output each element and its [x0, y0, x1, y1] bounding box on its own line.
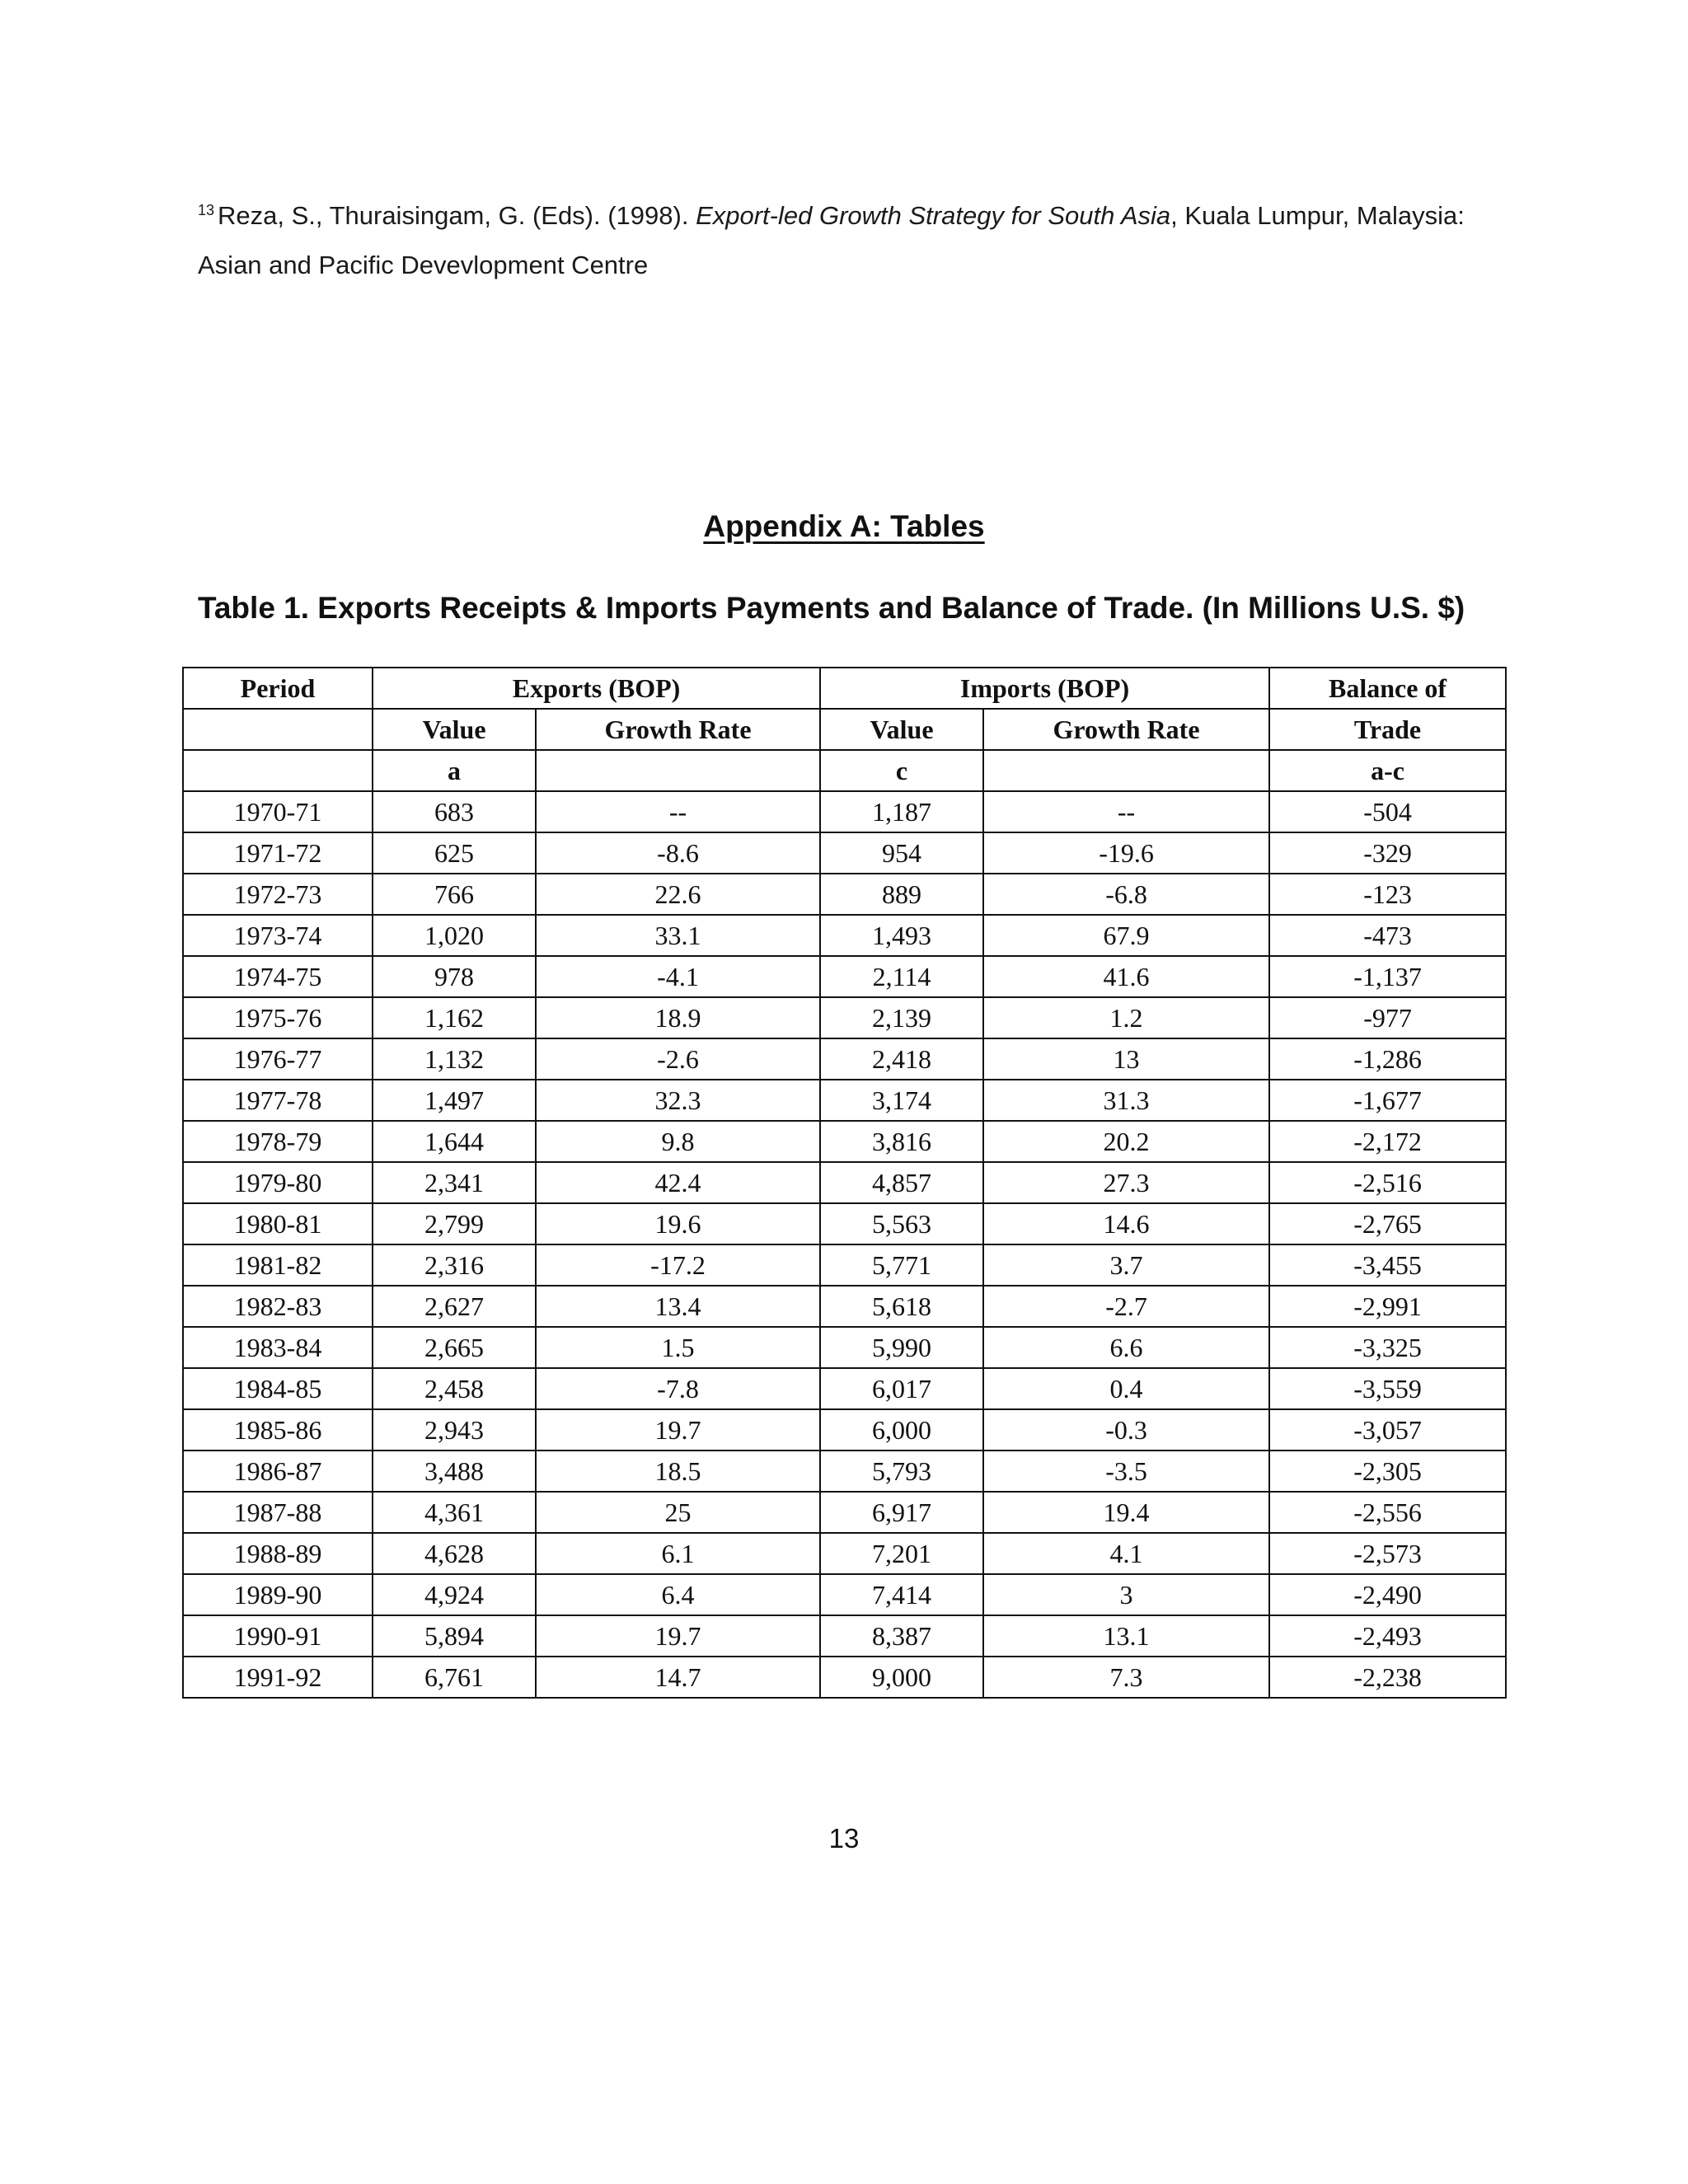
cell-exports-value: 2,799: [373, 1203, 536, 1244]
cell-period: 1973-74: [183, 915, 373, 956]
cell-imports-growth: 67.9: [983, 915, 1269, 956]
cell-exports-value: 2,341: [373, 1162, 536, 1203]
table-row: [183, 1409, 1506, 1451]
cell-period: 1991-92: [183, 1657, 373, 1698]
cell-period: 1975-76: [183, 997, 373, 1038]
cell-exports-growth: -2.6: [536, 1038, 820, 1080]
cell-imports-growth: 41.6: [983, 956, 1269, 997]
cell-period: 1987-88: [183, 1492, 373, 1533]
table-row: [183, 997, 1506, 1038]
cell-imports-value: 3,174: [820, 1080, 983, 1121]
cell-period: 1979-80: [183, 1162, 373, 1203]
cell-imports-growth: -6.8: [983, 874, 1269, 915]
cell-imports-growth: -3.5: [983, 1451, 1269, 1492]
cell-balance: -123: [1269, 874, 1506, 915]
header-period-empty-2: [183, 750, 373, 791]
cell-exports-value: 5,894: [373, 1615, 536, 1657]
cell-exports-growth: 18.5: [536, 1451, 820, 1492]
cell-imports-growth: 0.4: [983, 1368, 1269, 1409]
cell-exports-growth: 32.3: [536, 1080, 820, 1121]
cell-period: 1972-73: [183, 874, 373, 915]
table-row: [183, 1203, 1506, 1244]
cell-balance: -2,516: [1269, 1162, 1506, 1203]
cell-imports-value: 2,418: [820, 1038, 983, 1080]
table-row: [183, 1368, 1506, 1409]
table-caption: Table 1. Exports Receipts & Imports Payments and Balance of Trade. (In Millions U.S. $): [198, 591, 1465, 625]
cell-balance: -2,991: [1269, 1286, 1506, 1327]
cell-exports-growth: 14.7: [536, 1657, 820, 1698]
cell-exports-value: 625: [373, 832, 536, 874]
table-row: [183, 1492, 1506, 1533]
cell-balance: -329: [1269, 832, 1506, 874]
cell-exports-value: 2,316: [373, 1244, 536, 1286]
cell-exports-value: 4,924: [373, 1574, 536, 1615]
cell-exports-growth: 42.4: [536, 1162, 820, 1203]
cell-exports-value: 2,943: [373, 1409, 536, 1451]
cell-imports-value: 6,000: [820, 1409, 983, 1451]
appendix-heading: Appendix A: Tables: [703, 509, 985, 543]
header-exports-symbol: a: [373, 750, 536, 791]
cell-imports-growth: 3.7: [983, 1244, 1269, 1286]
cell-exports-growth: 22.6: [536, 874, 820, 915]
header-balance-trade: Trade: [1269, 709, 1506, 750]
table-row: [183, 915, 1506, 956]
header-balance: Balance of: [1269, 668, 1506, 709]
table-row: [183, 1286, 1506, 1327]
table-row: [183, 832, 1506, 874]
table-row: [183, 1657, 1506, 1698]
header-imports: Imports (BOP): [820, 668, 1269, 709]
footnote-line-2: Asian and Pacific Devevlopment Centre: [198, 251, 649, 279]
cell-exports-growth: 6.1: [536, 1533, 820, 1574]
cell-exports-value: 2,665: [373, 1327, 536, 1368]
cell-exports-growth: 18.9: [536, 997, 820, 1038]
cell-imports-value: 5,618: [820, 1286, 983, 1327]
page-number: 13: [828, 1823, 860, 1854]
table-row: [183, 1451, 1506, 1492]
cell-balance: -2,490: [1269, 1574, 1506, 1615]
cell-exports-value: 1,644: [373, 1121, 536, 1162]
header-exports-growth: Growth Rate: [536, 709, 820, 750]
cell-imports-growth: 19.4: [983, 1492, 1269, 1533]
cell-period: 1984-85: [183, 1368, 373, 1409]
header-imports-value: Value: [820, 709, 983, 750]
footnote: [198, 191, 1533, 290]
footnote-line-1: [198, 191, 1533, 241]
cell-imports-growth: 13: [983, 1038, 1269, 1080]
cell-imports-value: 5,793: [820, 1451, 983, 1492]
header-period-empty: [183, 709, 373, 750]
cell-exports-value: 683: [373, 791, 536, 832]
cell-exports-value: 6,761: [373, 1657, 536, 1698]
trade-table: [182, 667, 1507, 1699]
footnote-title: Export-led Growth Strategy for South Asia: [696, 201, 1171, 230]
cell-period: 1978-79: [183, 1121, 373, 1162]
cell-imports-growth: -19.6: [983, 832, 1269, 874]
cell-balance: -3,325: [1269, 1327, 1506, 1368]
table-row: [183, 1038, 1506, 1080]
cell-balance: -1,286: [1269, 1038, 1506, 1080]
cell-period: 1974-75: [183, 956, 373, 997]
footnote-authors: Reza, S., Thuraisingam, G. (Eds). (1998).: [218, 201, 696, 230]
cell-exports-value: 2,458: [373, 1368, 536, 1409]
cell-imports-value: 7,414: [820, 1574, 983, 1615]
table-row: [183, 1327, 1506, 1368]
cell-period: 1983-84: [183, 1327, 373, 1368]
cell-balance: -3,559: [1269, 1368, 1506, 1409]
header-imports-symbol: c: [820, 750, 983, 791]
table-row: [183, 1162, 1506, 1203]
cell-exports-growth: 9.8: [536, 1121, 820, 1162]
cell-balance: -2,556: [1269, 1492, 1506, 1533]
cell-exports-value: 2,627: [373, 1286, 536, 1327]
cell-exports-growth: -7.8: [536, 1368, 820, 1409]
cell-imports-growth: -0.3: [983, 1409, 1269, 1451]
cell-imports-growth: 31.3: [983, 1080, 1269, 1121]
cell-imports-growth: --: [983, 791, 1269, 832]
cell-period: 1980-81: [183, 1203, 373, 1244]
cell-balance: -2,765: [1269, 1203, 1506, 1244]
cell-period: 1988-89: [183, 1533, 373, 1574]
cell-period: 1986-87: [183, 1451, 373, 1492]
cell-balance: -3,057: [1269, 1409, 1506, 1451]
cell-exports-growth: -8.6: [536, 832, 820, 874]
cell-imports-growth: 4.1: [983, 1533, 1269, 1574]
cell-exports-growth: --: [536, 791, 820, 832]
cell-balance: -977: [1269, 997, 1506, 1038]
cell-balance: -1,137: [1269, 956, 1506, 997]
table-header-row-1: [183, 668, 1506, 709]
header-exports: Exports (BOP): [373, 668, 820, 709]
cell-exports-growth: 1.5: [536, 1327, 820, 1368]
cell-period: 1971-72: [183, 832, 373, 874]
cell-exports-value: 1,497: [373, 1080, 536, 1121]
cell-imports-growth: 6.6: [983, 1327, 1269, 1368]
table-header-row-2: [183, 709, 1506, 750]
cell-exports-value: 1,020: [373, 915, 536, 956]
cell-imports-growth: 27.3: [983, 1162, 1269, 1203]
cell-imports-value: 8,387: [820, 1615, 983, 1657]
cell-balance: -2,172: [1269, 1121, 1506, 1162]
cell-imports-value: 1,187: [820, 791, 983, 832]
cell-imports-value: 5,771: [820, 1244, 983, 1286]
cell-exports-growth: 19.7: [536, 1409, 820, 1451]
cell-balance: -504: [1269, 791, 1506, 832]
table-row: [183, 1080, 1506, 1121]
cell-balance: -2,238: [1269, 1657, 1506, 1698]
cell-imports-value: 5,990: [820, 1327, 983, 1368]
cell-period: 1981-82: [183, 1244, 373, 1286]
table-row: [183, 1574, 1506, 1615]
cell-exports-growth: -17.2: [536, 1244, 820, 1286]
cell-exports-value: 1,132: [373, 1038, 536, 1080]
cell-period: 1976-77: [183, 1038, 373, 1080]
footnote-publisher: , Kuala Lumpur, Malaysia:: [1170, 201, 1465, 230]
cell-period: 1970-71: [183, 791, 373, 832]
cell-imports-growth: 3: [983, 1574, 1269, 1615]
cell-imports-value: 9,000: [820, 1657, 983, 1698]
cell-imports-growth: 13.1: [983, 1615, 1269, 1657]
table-row: [183, 956, 1506, 997]
cell-imports-growth: 7.3: [983, 1657, 1269, 1698]
cell-exports-value: 3,488: [373, 1451, 536, 1492]
cell-exports-value: 4,628: [373, 1533, 536, 1574]
cell-imports-value: 6,017: [820, 1368, 983, 1409]
cell-imports-growth: 1.2: [983, 997, 1269, 1038]
header-balance-formula: a-c: [1269, 750, 1506, 791]
footnote-number: 13: [198, 201, 215, 218]
cell-period: 1985-86: [183, 1409, 373, 1451]
cell-exports-value: 1,162: [373, 997, 536, 1038]
cell-imports-value: 4,857: [820, 1162, 983, 1203]
header-exports-growth-empty: [536, 750, 820, 791]
cell-period: 1990-91: [183, 1615, 373, 1657]
table-row: [183, 791, 1506, 832]
cell-imports-value: 2,114: [820, 956, 983, 997]
header-imports-growth-empty: [983, 750, 1269, 791]
cell-exports-value: 766: [373, 874, 536, 915]
cell-imports-growth: -2.7: [983, 1286, 1269, 1327]
cell-exports-value: 4,361: [373, 1492, 536, 1533]
cell-imports-value: 5,563: [820, 1203, 983, 1244]
table-header-row-3: [183, 750, 1506, 791]
cell-imports-growth: 20.2: [983, 1121, 1269, 1162]
cell-exports-growth: 19.6: [536, 1203, 820, 1244]
cell-imports-value: 3,816: [820, 1121, 983, 1162]
table-row: [183, 1533, 1506, 1574]
table-row: [183, 1121, 1506, 1162]
cell-imports-growth: 14.6: [983, 1203, 1269, 1244]
cell-period: 1977-78: [183, 1080, 373, 1121]
cell-balance: -1,677: [1269, 1080, 1506, 1121]
cell-balance: -3,455: [1269, 1244, 1506, 1286]
cell-balance: -473: [1269, 915, 1506, 956]
cell-imports-value: 2,139: [820, 997, 983, 1038]
cell-imports-value: 889: [820, 874, 983, 915]
cell-exports-growth: 13.4: [536, 1286, 820, 1327]
cell-imports-value: 7,201: [820, 1533, 983, 1574]
cell-balance: -2,573: [1269, 1533, 1506, 1574]
cell-exports-growth: -4.1: [536, 956, 820, 997]
cell-period: 1989-90: [183, 1574, 373, 1615]
cell-balance: -2,305: [1269, 1451, 1506, 1492]
table-row: [183, 874, 1506, 915]
cell-exports-growth: 19.7: [536, 1615, 820, 1657]
cell-exports-growth: 33.1: [536, 915, 820, 956]
cell-exports-value: 978: [373, 956, 536, 997]
header-imports-growth: Growth Rate: [983, 709, 1269, 750]
cell-exports-growth: 6.4: [536, 1574, 820, 1615]
cell-balance: -2,493: [1269, 1615, 1506, 1657]
table-row: [183, 1244, 1506, 1286]
cell-imports-value: 1,493: [820, 915, 983, 956]
cell-imports-value: 954: [820, 832, 983, 874]
header-exports-value: Value: [373, 709, 536, 750]
cell-imports-value: 6,917: [820, 1492, 983, 1533]
cell-period: 1982-83: [183, 1286, 373, 1327]
header-period: Period: [183, 668, 373, 709]
table-row: [183, 1615, 1506, 1657]
cell-exports-growth: 25: [536, 1492, 820, 1533]
table-body: [183, 791, 1506, 1698]
